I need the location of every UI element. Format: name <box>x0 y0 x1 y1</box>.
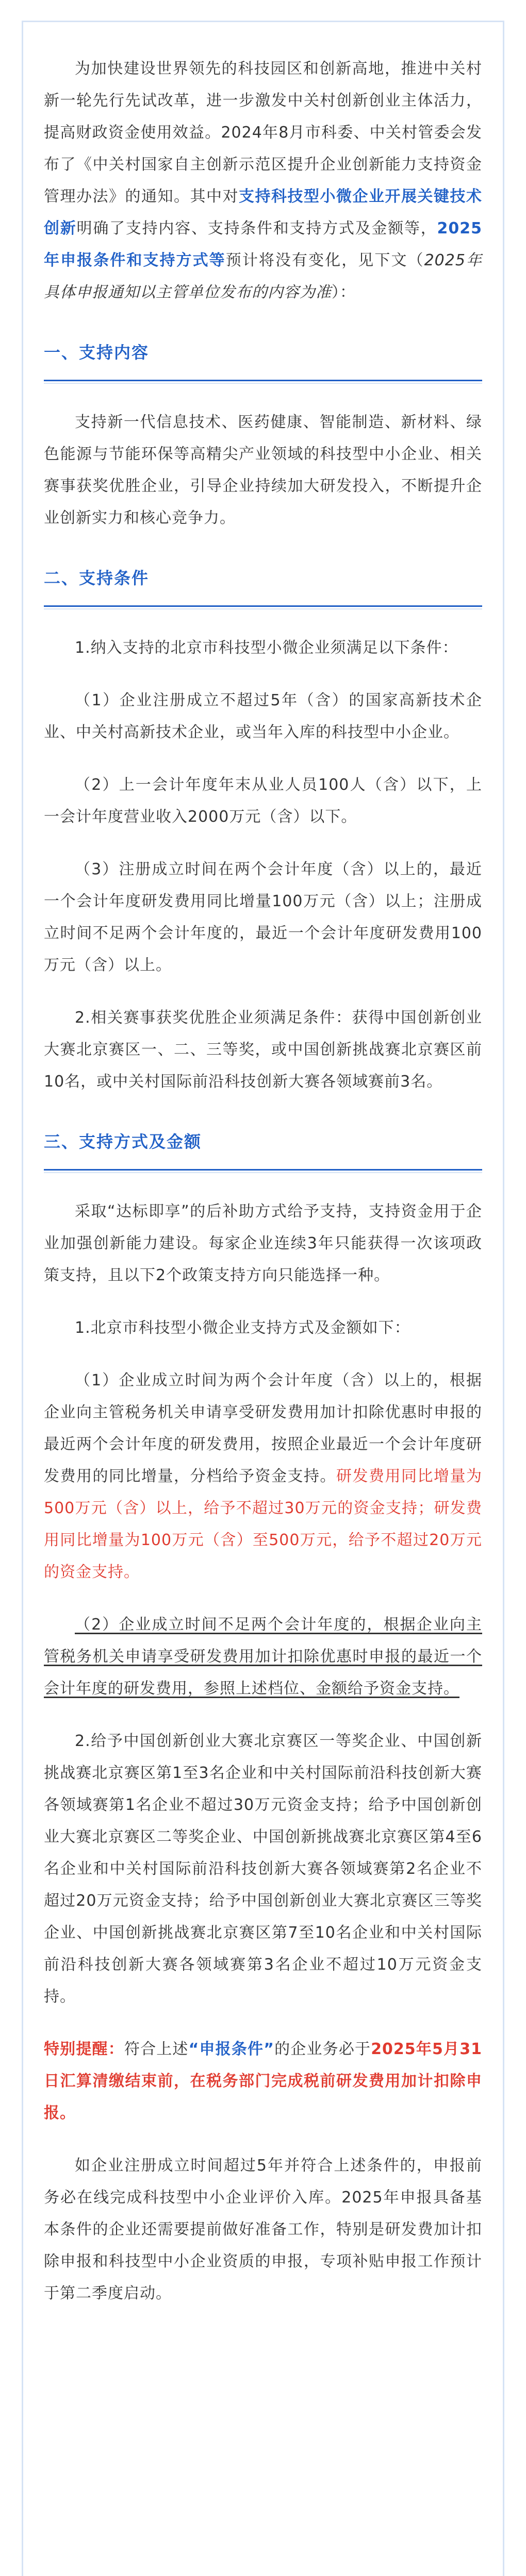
section-3-title: 三、支持方式及金额 <box>44 1132 202 1151</box>
reminder-text: 符合上述 <box>124 2040 189 2058</box>
intro-paragraph <box>44 53 482 309</box>
reminder-deadline: 2025年5月31日汇算清缴结束前，在税务部门完成税前研发费用加计扣除申报。 <box>44 2040 483 2122</box>
intro-text-close: ）： <box>332 283 356 301</box>
section-3-paragraph: 采取“达标即享”的后补助方式给予支持，支持资金用于企业加强创新能力建设。每家企业连续3年只能获得一次该项政策支持，且以下2个政策支持方向只能选择一种。 <box>44 1202 482 1284</box>
section-2-item-1-1: （1）企业注册成立不超过5年（含）的国家高新技术企业、中关村高新技术企业，或当年入库的科技型中小企业。 <box>44 691 482 741</box>
section-2-item-1-2: （2）上一会计年度年末从业人员100人（含）以下，上一会计年度营业收入2000万元（含）以下。 <box>44 776 482 826</box>
reminder-label: 特别提醒： <box>44 2040 124 2058</box>
intro-highlight-2025: 2025年申报条件和支持方式等 <box>44 219 483 269</box>
intro-text-end: 预计将没有变化，见下文（ <box>225 251 424 269</box>
section-1-paragraph: 支持新一代信息技术、医药健康、智能制造、新材料、绿色能源与节能环保等高精尖产业领域的科技型中小企业、相关赛事获奖优胜企业，引导企业持续加大研发投入，不断提升企业创新实力和核心竞争力。 <box>44 413 482 527</box>
intro-note-italic: 2025年具体申报通知以主管单位发布的内容为准 <box>44 251 483 301</box>
section-2-header <box>44 555 482 617</box>
closing-paragraph: 如企业注册成立时间超过5年并符合上述条件的，申报前务必在线完成科技型中小企业评价入库。2025年申报具备基本条件的企业还需要提前做好准备工作，特别是研发费加计扣除申报和科技型中小企业资质的申报，专项补贴申报工作预计于第二季度启动。 <box>44 2157 482 2302</box>
section-2-title: 二、支持条件 <box>44 568 150 588</box>
section-divider <box>44 1169 482 1171</box>
section-3-funding-tiers: 研发费用同比增量为500万元（含）以上，给予不超过30万元的资金支持；研发费用同比增量为100万元（含）至500万元，给予不超过20万元的资金支持。 <box>44 1467 482 1581</box>
section-divider <box>44 605 482 607</box>
intro-text-mid: 明确了支持内容、支持条件和支持方式及金额等， <box>76 219 437 238</box>
special-reminder <box>44 2033 482 2129</box>
article-content <box>44 53 482 2330</box>
section-3-item-1-2: （2）企业成立时间不足两个会计年度的，根据企业向主管税务机关申请享受研发费用加计扣除优惠时申报的最近一个会计年度的研发费用，参照上述档位、金额给予资金支持。 <box>44 1616 482 1698</box>
section-3-item-1-1 <box>44 1365 482 1588</box>
section-2-item-1: 1.纳入支持的北京市科技型小微企业须满足以下条件： <box>75 639 458 657</box>
section-3-item-1: 1.北京市科技型小微企业支持方式及金额如下： <box>75 1319 410 1337</box>
section-divider <box>44 380 482 381</box>
section-3-header <box>44 1118 482 1180</box>
intro-text: 为加快建设世界领先的科技园区和创新高地，推进中关村新一轮先行先试改革，进一步激发中关村创新创业主体活力，提高财政资金使用效益。2024年8月市科委、中关村管委会发布了《中关村国家自主创新示范区提升企业创新能力支持资金管理办法》的通知。其中对 <box>44 60 482 206</box>
section-1-header <box>44 329 482 391</box>
section-3-item-2: 2.给予中国创新创业大赛北京赛区一等奖企业、中国创新挑战赛北京赛区第1至3名企业和中关村国际前沿科技创新大赛各领域赛第1名企业不超过30万元资金支持；给予中国创新创业大赛北京赛区二等奖企业、中国创新挑战赛北京赛区第4至6名企业和中关村国际前沿科技创新大赛各领域赛第2名企业不超过20万元资金支持；给予中国创新创业大赛北京赛区三等奖企业、中国创新挑战赛北京赛区第7至10名企业和中关村国际前沿科技创新大赛各领域赛第3名企业不超过10万元资金支持。 <box>44 1732 482 2006</box>
reminder-quote: “申报条件” <box>188 2040 274 2058</box>
intro-highlight-topic: 支持科技型小微企业开展关键技术创新 <box>44 188 482 238</box>
article-card <box>22 21 504 2576</box>
section-2-item-1-3: （3）注册成立时间在两个会计年度（含）以上的，最近一个会计年度研发费用同比增量100万元（含）以上；注册成立时间不足两个会计年度的，最近一个会计年度研发费用100万元（含）以上。 <box>44 860 482 974</box>
section-divider-light <box>44 1172 482 1173</box>
section-1-title: 一、支持内容 <box>44 343 150 362</box>
section-2-item-2: 2.相关赛事获奖优胜企业须满足条件：获得中国创新创业大赛北京赛区一、二、三等奖，或中国创新挑战赛北京赛区前10名，或中关村国际前沿科技创新大赛各领域赛前3名。 <box>44 1009 482 1091</box>
section-divider-light <box>44 383 482 384</box>
reminder-text-2: 的企业务必于 <box>274 2040 371 2058</box>
section-divider-light <box>44 608 482 609</box>
section-3-item-1-1-text: （1）企业成立时间为两个会计年度（含）以上的，根据企业向主管税务机关申请享受研发费用加计扣除优惠时申报的最近两个会计年度的研发费用，按照企业最近一个会计年度研发费用的同比增量，分档给予资金支持。 <box>44 1371 482 1485</box>
